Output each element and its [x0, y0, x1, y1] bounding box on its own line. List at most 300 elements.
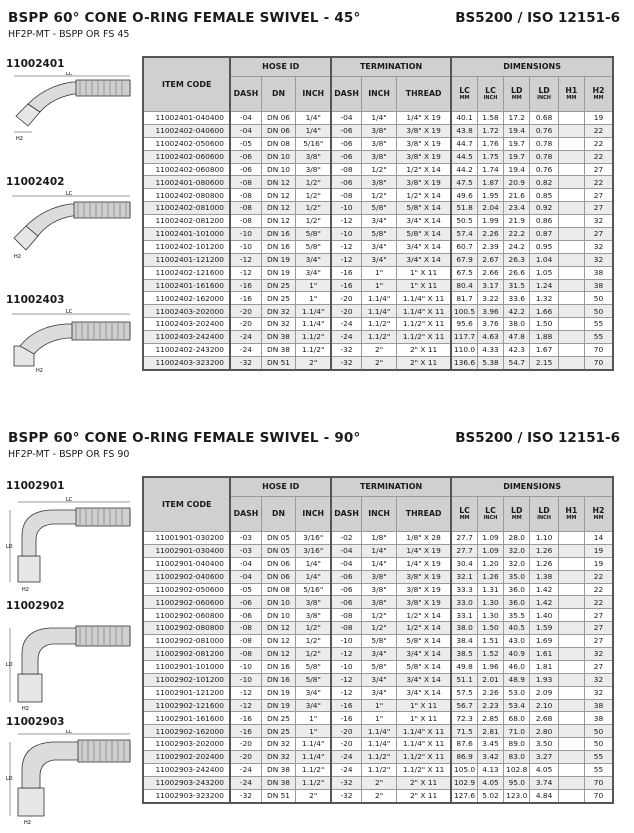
cell-item-code: 11002402-080800: [143, 189, 230, 202]
cell-hose-dash: -12: [230, 253, 261, 266]
cell-term-dash: -32: [331, 776, 362, 789]
cell-lc-inch: 5.38: [477, 356, 503, 369]
cell-ld-mm: 22.2: [504, 228, 530, 241]
cell-h2-mm: 27: [584, 202, 613, 215]
cell-item-code: 11002901-101000: [143, 660, 230, 673]
cell-h2-mm: 38: [584, 279, 613, 292]
cell-term-inch: 1/4": [362, 112, 397, 125]
cell-hose-inch: 1/4": [296, 112, 331, 125]
cell-term-inch: 2": [362, 776, 397, 789]
table-row: [143, 189, 613, 202]
cell-ld-inch: 0.76: [530, 163, 558, 176]
header-h2-mm: H2 MM: [584, 77, 613, 112]
cell-h2-mm: 27: [584, 189, 613, 202]
cell-lc-inch: 1.50: [477, 622, 503, 635]
cell-hose-inch: 3/8": [296, 150, 331, 163]
cell-hose-inch: 3/4": [296, 266, 331, 279]
cell-term-inch: 1/2": [362, 189, 397, 202]
cell-hose-dash: -08: [230, 215, 261, 228]
cell-lc-mm: 40.1: [451, 112, 477, 125]
cell-ld-mm: 19.7: [504, 150, 530, 163]
header-termination: TERMINATION: [331, 477, 451, 497]
cell-lc-mm: 43.8: [451, 124, 477, 137]
cell-lc-inch: 1.58: [477, 112, 503, 125]
cell-ld-mm: 33.6: [504, 292, 530, 305]
cell-ld-mm: 17.2: [504, 112, 530, 125]
cell-lc-mm: 117.7: [451, 331, 477, 344]
cell-h2-mm: 22: [584, 150, 613, 163]
cell-lc-mm: 95.6: [451, 318, 477, 331]
cell-hose-dn: DN 25: [261, 279, 296, 292]
cell-hose-dash: -03: [230, 544, 261, 557]
cell-term-inch: 1.1/2": [362, 764, 397, 777]
cell-hose-inch: 3/16": [296, 544, 331, 557]
cell-thread: 2" X 11: [397, 356, 452, 369]
table-row: [143, 112, 613, 125]
cell-hose-dash: -05: [230, 583, 261, 596]
cell-hose-inch: 1": [296, 292, 331, 305]
cell-hose-inch: 1.1/2": [296, 344, 331, 357]
cell-ld-inch: 1.67: [530, 344, 558, 357]
cell-lc-mm: 38.0: [451, 622, 477, 635]
cell-hose-dn: DN 32: [261, 738, 296, 751]
cell-term-inch: 5/8": [362, 660, 397, 673]
cell-item-code: 11002402-243200: [143, 344, 230, 357]
cell-ld-mm: 38.0: [504, 318, 530, 331]
cell-lc-mm: 127.6: [451, 789, 477, 802]
cell-lc-inch: 1.52: [477, 648, 503, 661]
cell-thread: 2" X 11: [397, 344, 452, 357]
cell-ld-inch: 3.27: [530, 751, 558, 764]
dim-h2-label: H2: [22, 706, 29, 712]
cell-h2-mm: 27: [584, 163, 613, 176]
dim-h2-label: H2: [24, 820, 31, 826]
cell-item-code: 11002901-121200: [143, 686, 230, 699]
cell-hose-dn: DN 19: [261, 686, 296, 699]
cell-h1-mm: [558, 176, 584, 189]
cell-ld-inch: 1.38: [530, 570, 558, 583]
cell-ld-inch: 1.50: [530, 318, 558, 331]
cell-h2-mm: 22: [584, 176, 613, 189]
cell-lc-mm: 67.9: [451, 253, 477, 266]
dim-h2-label: H2: [22, 587, 29, 593]
part-label: 11002901: [6, 480, 65, 492]
cell-hose-dash: -04: [230, 124, 261, 137]
cell-lc-inch: 1.09: [477, 544, 503, 557]
cell-ld-mm: 54.7: [504, 356, 530, 369]
cell-h2-mm: 38: [584, 266, 613, 279]
part-label: 11002903: [6, 716, 65, 728]
header-dimensions: DIMENSIONS: [451, 57, 613, 77]
cell-h2-mm: 19: [584, 557, 613, 570]
table-row: [143, 266, 613, 279]
cell-h1-mm: [558, 532, 584, 545]
cell-hose-dn: DN 10: [261, 596, 296, 609]
cell-h1-mm: [558, 331, 584, 344]
header-ld-inch: LD INCH: [530, 77, 558, 112]
cell-ld-inch: 1.66: [530, 305, 558, 318]
cell-ld-inch: 0.87: [530, 228, 558, 241]
cell-hose-dn: DN 12: [261, 648, 296, 661]
table-row: [143, 673, 613, 686]
cell-hose-dash: -24: [230, 776, 261, 789]
cell-hose-dn: DN 10: [261, 609, 296, 622]
cell-hose-dn: DN 16: [261, 660, 296, 673]
cell-hose-dn: DN 06: [261, 570, 296, 583]
cell-lc-inch: 1.76: [477, 137, 503, 150]
cell-hose-dn: DN 16: [261, 240, 296, 253]
cell-term-inch: 1": [362, 266, 397, 279]
cell-term-dash: -32: [331, 344, 362, 357]
part-label: 11002902: [6, 600, 65, 612]
cell-ld-mm: 26.3: [504, 253, 530, 266]
cell-item-code: 11002902-060800: [143, 609, 230, 622]
cell-lc-mm: 33.3: [451, 583, 477, 596]
cell-ld-mm: 35.0: [504, 570, 530, 583]
cell-ld-inch: 4.84: [530, 789, 558, 802]
cell-term-inch: 1.1/4": [362, 725, 397, 738]
cell-hose-dn: DN 38: [261, 331, 296, 344]
cell-hose-dash: -06: [230, 163, 261, 176]
cell-item-code: 11002901-030400: [143, 544, 230, 557]
cell-hose-dn: DN 19: [261, 699, 296, 712]
cell-lc-inch: 3.76: [477, 318, 503, 331]
cell-ld-inch: 1.81: [530, 660, 558, 673]
cell-hose-inch: 1.1/2": [296, 331, 331, 344]
cell-item-code: 11002402-162000: [143, 292, 230, 305]
cell-term-inch: 3/8": [362, 137, 397, 150]
cell-ld-mm: 28.0: [504, 532, 530, 545]
header-lc-inch: LC INCH: [477, 77, 503, 112]
header-dimensions: DIMENSIONS: [451, 477, 613, 497]
cell-h1-mm: [558, 163, 584, 176]
cell-term-inch: 1/2": [362, 622, 397, 635]
cell-ld-mm: 19.4: [504, 163, 530, 176]
table-row: [143, 137, 613, 150]
cell-ld-mm: 26.6: [504, 266, 530, 279]
cell-item-code: 11002401-161600: [143, 279, 230, 292]
cell-term-dash: -24: [331, 318, 362, 331]
cell-h1-mm: [558, 699, 584, 712]
cell-h1-mm: [558, 215, 584, 228]
table-row: [143, 738, 613, 751]
cell-hose-inch: 5/8": [296, 673, 331, 686]
cell-item-code: 11002402-081200: [143, 215, 230, 228]
cell-item-code: 11002401-080600: [143, 176, 230, 189]
cell-thread: 2" X 11: [397, 789, 452, 802]
cell-ld-inch: 2.10: [530, 699, 558, 712]
cell-term-dash: -06: [331, 570, 362, 583]
cell-ld-inch: 0.86: [530, 215, 558, 228]
cell-item-code: 11002403-242400: [143, 331, 230, 344]
cell-h1-mm: [558, 228, 584, 241]
cell-h2-mm: 19: [584, 112, 613, 125]
cell-ld-inch: 1.40: [530, 609, 558, 622]
table-row: [143, 776, 613, 789]
table-row: [143, 292, 613, 305]
cell-lc-mm: 80.4: [451, 279, 477, 292]
table-row: [143, 583, 613, 596]
cell-ld-mm: 53.0: [504, 686, 530, 699]
cell-thread: 1.1/4" X 11: [397, 305, 452, 318]
cell-lc-mm: 38.5: [451, 648, 477, 661]
table-row: [143, 279, 613, 292]
cell-hose-dash: -32: [230, 356, 261, 369]
cell-lc-inch: 1.72: [477, 124, 503, 137]
cell-hose-dn: DN 25: [261, 292, 296, 305]
cell-item-code: 11002902-162000: [143, 725, 230, 738]
cell-ld-inch: 3.50: [530, 738, 558, 751]
header-h1-mm: H1 MM: [558, 497, 584, 532]
header-dash: DASH: [230, 497, 261, 532]
cell-h1-mm: [558, 112, 584, 125]
cell-ld-mm: 123.0: [504, 789, 530, 802]
cell-lc-inch: 1.31: [477, 583, 503, 596]
cell-h1-mm: [558, 240, 584, 253]
cell-lc-mm: 100.5: [451, 305, 477, 318]
cell-ld-mm: 47.8: [504, 331, 530, 344]
header-inch: INCH: [296, 77, 331, 112]
cell-h2-mm: 22: [584, 583, 613, 596]
cell-lc-mm: 57.4: [451, 228, 477, 241]
cell-thread: 1.1/4" X 11: [397, 725, 452, 738]
header-ld-mm: LD MM: [504, 77, 530, 112]
table-row: [143, 609, 613, 622]
cell-ld-inch: 1.61: [530, 648, 558, 661]
fitting-90-drawing: [6, 496, 136, 594]
cell-lc-inch: 3.22: [477, 292, 503, 305]
cell-lc-inch: 1.30: [477, 609, 503, 622]
cell-term-inch: 1/4": [362, 557, 397, 570]
cell-term-dash: -06: [331, 124, 362, 137]
cell-hose-dn: DN 12: [261, 215, 296, 228]
cell-h1-mm: [558, 583, 584, 596]
dim-h2-label: H2: [16, 136, 23, 142]
cell-hose-inch: 1": [296, 725, 331, 738]
cell-hose-dash: -12: [230, 699, 261, 712]
cell-hose-dn: DN 12: [261, 622, 296, 635]
table-row: [143, 305, 613, 318]
table-row: [143, 344, 613, 357]
cell-hose-dn: DN 10: [261, 150, 296, 163]
cell-term-dash: -12: [331, 240, 362, 253]
cell-term-inch: 5/8": [362, 635, 397, 648]
table-row: [143, 686, 613, 699]
cell-lc-mm: 44.5: [451, 150, 477, 163]
cell-term-dash: -08: [331, 609, 362, 622]
cell-ld-inch: 0.76: [530, 124, 558, 137]
dim-ld-label: LD: [6, 776, 13, 782]
cell-lc-mm: 49.8: [451, 660, 477, 673]
cell-h2-mm: 50: [584, 305, 613, 318]
cell-hose-inch: 1.1/4": [296, 738, 331, 751]
cell-thread: 1/4" X 19: [397, 112, 452, 125]
fitting-45-drawing: [6, 72, 136, 142]
cell-item-code: 11002401-101000: [143, 228, 230, 241]
cell-hose-dash: -04: [230, 570, 261, 583]
cell-lc-mm: 33.0: [451, 596, 477, 609]
cell-hose-dn: DN 19: [261, 266, 296, 279]
cell-h2-mm: 38: [584, 712, 613, 725]
section-title: BSPP 60° CONE O-RING FEMALE SWIVEL - 90°: [8, 430, 361, 446]
cell-lc-inch: 4.05: [477, 776, 503, 789]
cell-hose-dash: -24: [230, 764, 261, 777]
cell-ld-mm: 20.9: [504, 176, 530, 189]
cell-ld-mm: 68.0: [504, 712, 530, 725]
cell-hose-dn: DN 06: [261, 112, 296, 125]
cell-lc-mm: 110.0: [451, 344, 477, 357]
cell-hose-dash: -24: [230, 344, 261, 357]
cell-ld-inch: 1.26: [530, 557, 558, 570]
cell-h1-mm: [558, 266, 584, 279]
spec-table: [142, 476, 614, 804]
cell-h1-mm: [558, 124, 584, 137]
cell-hose-dash: -16: [230, 725, 261, 738]
cell-term-dash: -06: [331, 137, 362, 150]
cell-hose-inch: 3/4": [296, 686, 331, 699]
cell-thread: 1.1/2" X 11: [397, 331, 452, 344]
cell-thread: 3/4" X 14: [397, 215, 452, 228]
dim-lc-label: LC: [66, 191, 73, 197]
cell-term-inch: 1": [362, 279, 397, 292]
cell-lc-inch: 3.45: [477, 738, 503, 751]
cell-h1-mm: [558, 318, 584, 331]
cell-term-dash: -24: [331, 751, 362, 764]
cell-lc-inch: 1.30: [477, 596, 503, 609]
cell-thread: 1.1/4" X 11: [397, 292, 452, 305]
cell-term-inch: 3/8": [362, 570, 397, 583]
cell-term-inch: 3/4": [362, 686, 397, 699]
header-lc-mm: LC MM: [451, 77, 477, 112]
header-dn: DN: [261, 497, 296, 532]
spec-table: [142, 56, 614, 371]
table-row: [143, 648, 613, 661]
table-row: [143, 331, 613, 344]
cell-lc-mm: 49.6: [451, 189, 477, 202]
cell-hose-dn: DN 32: [261, 751, 296, 764]
cell-hose-inch: 1/2": [296, 622, 331, 635]
cell-term-inch: 2": [362, 789, 397, 802]
table-row: [143, 660, 613, 673]
cell-ld-inch: 1.42: [530, 596, 558, 609]
header-item-code: ITEM CODE: [143, 477, 230, 532]
cell-term-inch: 1/2": [362, 163, 397, 176]
cell-hose-dn: DN 10: [261, 163, 296, 176]
cell-lc-mm: 102.9: [451, 776, 477, 789]
cell-hose-dash: -12: [230, 266, 261, 279]
cell-lc-mm: 87.6: [451, 738, 477, 751]
cell-ld-inch: 2.68: [530, 712, 558, 725]
cell-ld-mm: 42.2: [504, 305, 530, 318]
cell-lc-inch: 2.26: [477, 686, 503, 699]
header-hose-id: HOSE ID: [230, 477, 331, 497]
cell-hose-dn: DN 12: [261, 189, 296, 202]
cell-hose-dash: -10: [230, 673, 261, 686]
cell-h2-mm: 32: [584, 648, 613, 661]
cell-hose-dash: -08: [230, 202, 261, 215]
header-thread: THREAD: [397, 497, 452, 532]
cell-term-dash: -32: [331, 356, 362, 369]
cell-h1-mm: [558, 253, 584, 266]
cell-lc-mm: 27.7: [451, 532, 477, 545]
cell-hose-dash: -06: [230, 596, 261, 609]
fitting-90-drawing: [6, 730, 136, 826]
section-subtitle: HF2P-MT - BSPP OR FS 45: [8, 29, 130, 40]
table-row: [143, 253, 613, 266]
cell-hose-dn: DN 25: [261, 725, 296, 738]
cell-term-inch: 3/8": [362, 150, 397, 163]
cell-ld-mm: 42.3: [504, 344, 530, 357]
cell-thread: 3/8" X 19: [397, 124, 452, 137]
cell-hose-dn: DN 25: [261, 712, 296, 725]
standard-label: BS5200 / ISO 12151-6: [455, 10, 620, 26]
cell-hose-dn: DN 12: [261, 202, 296, 215]
header-ld-mm: LD MM: [504, 497, 530, 532]
cell-hose-inch: 3/4": [296, 699, 331, 712]
cell-lc-mm: 44.7: [451, 137, 477, 150]
cell-item-code: 11002902-101200: [143, 673, 230, 686]
header-inch: INCH: [296, 497, 331, 532]
cell-term-dash: -24: [331, 764, 362, 777]
cell-thread: 2" X 11: [397, 776, 452, 789]
cell-thread: 3/4" X 14: [397, 253, 452, 266]
cell-item-code: 11002402-050600: [143, 137, 230, 150]
cell-h1-mm: [558, 344, 584, 357]
cell-hose-inch: 1": [296, 712, 331, 725]
cell-thread: 1" X 11: [397, 712, 452, 725]
cell-thread: 3/4" X 14: [397, 648, 452, 661]
cell-ld-inch: 1.88: [530, 331, 558, 344]
cell-thread: 3/8" X 19: [397, 137, 452, 150]
table-row: [143, 699, 613, 712]
cell-hose-dn: DN 32: [261, 305, 296, 318]
header-term-inch: INCH: [362, 77, 397, 112]
cell-hose-inch: 1/2": [296, 202, 331, 215]
cell-hose-dn: DN 08: [261, 583, 296, 596]
section-subtitle: HF2P-MT - BSPP OR FS 90: [8, 449, 130, 460]
cell-h2-mm: 32: [584, 215, 613, 228]
cell-thread: 1/2" X 14: [397, 609, 452, 622]
cell-hose-dn: DN 06: [261, 557, 296, 570]
table-row: [143, 318, 613, 331]
cell-ld-inch: 0.92: [530, 202, 558, 215]
cell-term-dash: -08: [331, 622, 362, 635]
cell-item-code: 11002402-060800: [143, 163, 230, 176]
cell-term-inch: 5/8": [362, 228, 397, 241]
cell-lc-inch: 3.17: [477, 279, 503, 292]
cell-hose-inch: 1": [296, 279, 331, 292]
cell-thread: 5/8" X 14: [397, 228, 452, 241]
header-hose-id: HOSE ID: [230, 57, 331, 77]
cell-term-inch: 3/4": [362, 215, 397, 228]
cell-term-dash: -06: [331, 150, 362, 163]
cell-lc-inch: 4.33: [477, 344, 503, 357]
cell-hose-inch: 1/2": [296, 189, 331, 202]
cell-ld-mm: 31.5: [504, 279, 530, 292]
cell-thread: 3/8" X 19: [397, 176, 452, 189]
cell-lc-mm: 30.4: [451, 557, 477, 570]
table-row: [143, 725, 613, 738]
cell-hose-inch: 1.1/4": [296, 318, 331, 331]
section-title: BSPP 60° CONE O-RING FEMALE SWIVEL - 45°: [8, 10, 361, 26]
cell-lc-inch: 1.51: [477, 635, 503, 648]
cell-item-code: 11002902-081200: [143, 648, 230, 661]
table-row: [143, 764, 613, 777]
cell-hose-dn: DN 19: [261, 253, 296, 266]
cell-h1-mm: [558, 712, 584, 725]
cell-lc-inch: 1.87: [477, 176, 503, 189]
cell-lc-mm: 32.1: [451, 570, 477, 583]
